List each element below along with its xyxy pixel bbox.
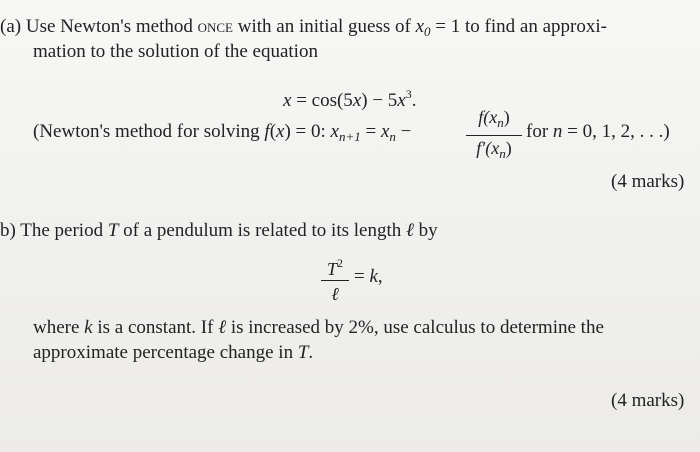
part-b-period: . (308, 342, 314, 363)
pendulum-fraction-numerator (321, 253, 349, 281)
eq-inner-var: x (352, 90, 362, 111)
part-b-text-6: is increased by 2%, use calculus to determine the (230, 317, 604, 338)
part-b-text-4: where (33, 317, 80, 338)
part-b-marks: (4 marks) (611, 390, 685, 411)
newton-minus: − (400, 121, 412, 142)
newton-fraction-denominator (466, 136, 522, 165)
newton-for: for (526, 121, 549, 142)
x0-subscript: 0 (424, 24, 431, 39)
pendulum-equals: = (354, 266, 365, 287)
part-b-line-3 (33, 317, 604, 339)
part-b-text-5: is a constant. If (97, 317, 214, 338)
part-a-intro-text-2: with an initial guess of (237, 16, 411, 37)
x0-variable: x (415, 16, 425, 37)
period-var-2: T (297, 342, 309, 363)
length-var-2: ℓ (218, 317, 227, 338)
part-b-label: b) (0, 220, 16, 241)
pendulum-fraction-denominator: ℓ (331, 284, 339, 304)
period-var: T (107, 220, 119, 241)
part-b-intro-line (0, 220, 438, 242)
newton-n-values: = 0, 1, 2, . . .) (567, 121, 670, 142)
constant-k-2: k (84, 317, 93, 338)
pendulum-fraction (321, 253, 349, 305)
part-a-equation (283, 83, 416, 112)
eq-mid: ) − 5 (361, 90, 398, 111)
part-a-intro-text: Use Newton's method (25, 16, 193, 37)
constant-k: k (369, 266, 378, 287)
pendulum-comma: , (377, 266, 383, 287)
length-var: ℓ (406, 220, 414, 241)
eq-cos: = cos(5 (291, 90, 353, 111)
frac-b-num-var: T (326, 259, 337, 279)
frac-den-sub: n (499, 146, 506, 161)
eq-cube-var: x (397, 90, 406, 111)
part-a-intro-line (0, 16, 607, 43)
frac-num-end: ) (503, 107, 510, 127)
eq-power: 3 (405, 87, 412, 101)
part-b-text-3: by (418, 220, 438, 241)
newton-eq-zero: ) = 0: (284, 121, 326, 142)
part-b-line-4 (33, 342, 313, 364)
frac-b-num-power: 2 (337, 256, 343, 270)
frac-den-text: f′(x (476, 138, 500, 158)
newton-equals: = (365, 121, 377, 142)
newton-n: n (552, 121, 563, 142)
newton-formula-left (33, 121, 411, 148)
part-a-intro-text-3: = 1 to find an approxi- (435, 16, 607, 37)
newton-fraction (466, 106, 522, 165)
part-a-once: once (197, 16, 233, 37)
newton-f: f (264, 121, 270, 142)
newton-xn-sub: n (389, 129, 396, 144)
newton-x: x (276, 121, 285, 142)
newton-paren-open: ( (269, 121, 277, 142)
newton-prefix: (Newton's method for solving (33, 121, 260, 142)
pendulum-equation-rest (354, 266, 383, 288)
part-a-marks: (4 marks) (611, 171, 685, 192)
part-b-text-2: of a pendulum is related to its length (123, 220, 402, 241)
newton-xn1-sub: n+1 (338, 129, 361, 144)
newton-xn: x (380, 121, 390, 142)
eq-lhs-var: x (283, 90, 292, 111)
frac-num-text: f(x (478, 107, 498, 127)
part-a-label: (a) (0, 16, 22, 37)
part-a-line-2: mation to the solution of the equation (33, 41, 318, 62)
part-b-text-7: approximate percentage change in (33, 342, 294, 363)
frac-den-end: ) (505, 138, 512, 158)
part-b-text-1: The period (20, 220, 104, 241)
newton-fraction-numerator (466, 106, 522, 136)
eq-end: . (411, 90, 417, 111)
newton-xn1: x (330, 121, 339, 142)
newton-formula-right (526, 121, 670, 143)
frac-num-sub: n (497, 115, 504, 130)
